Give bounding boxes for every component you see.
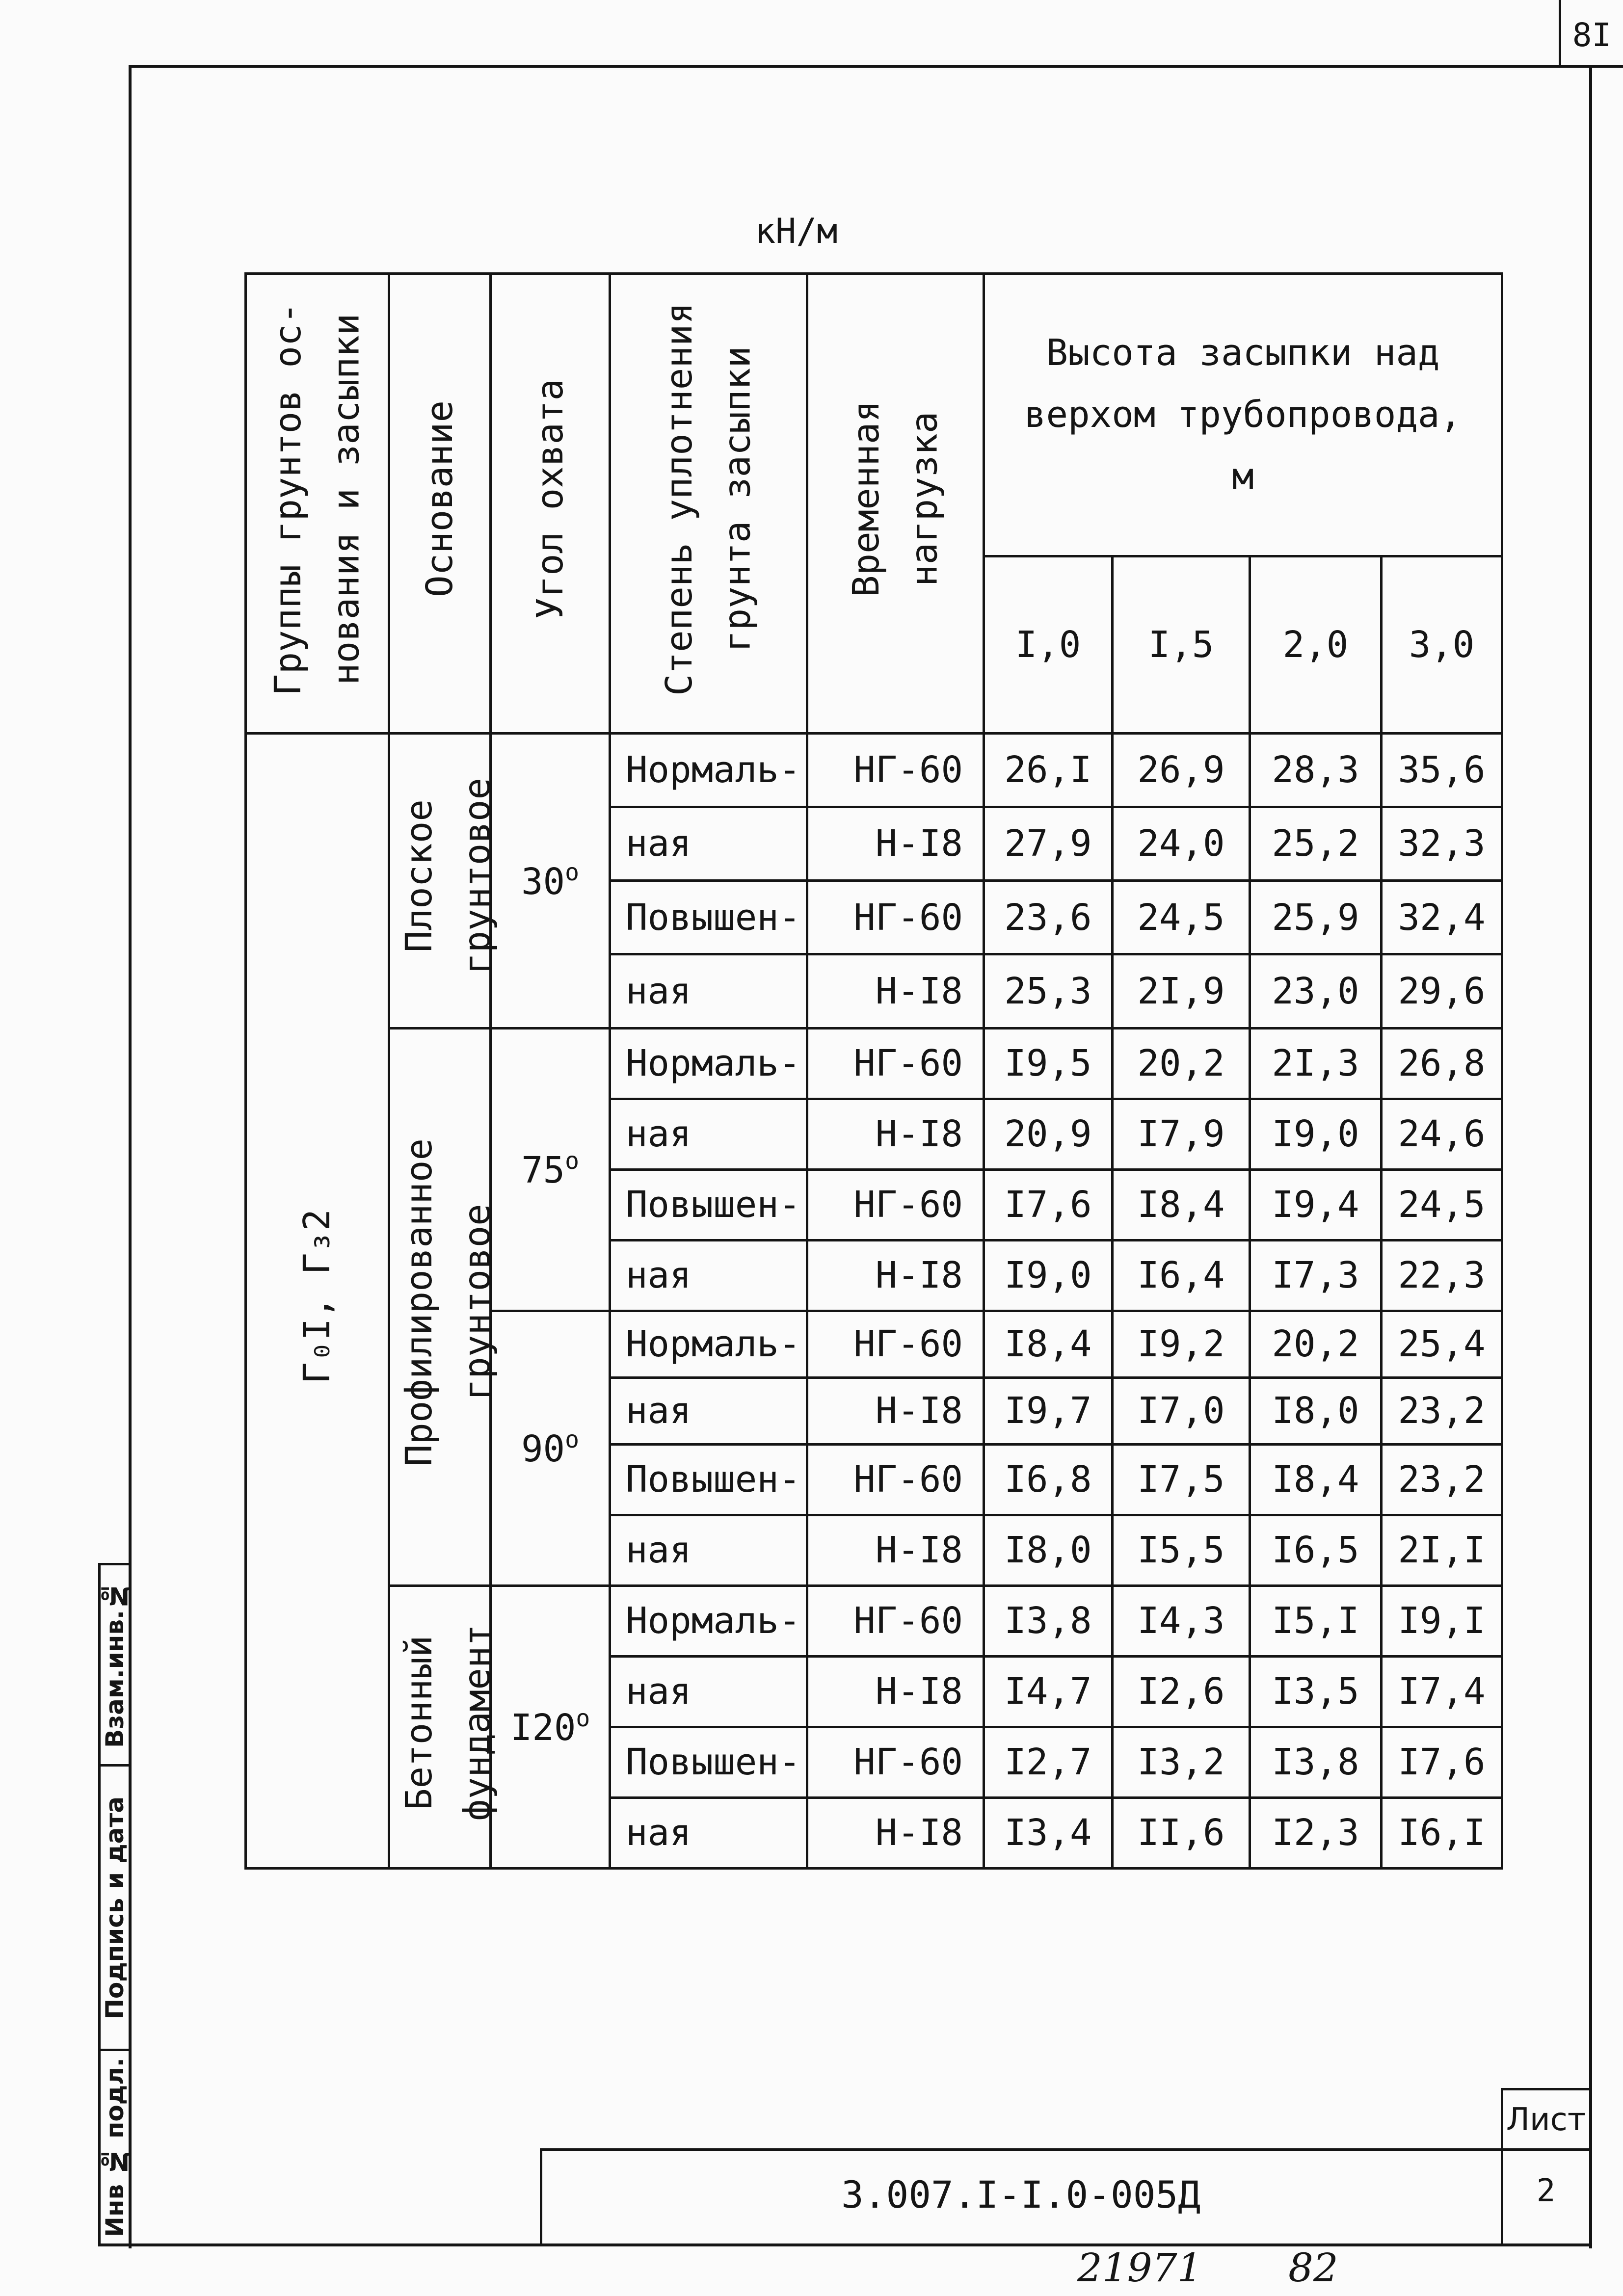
value-cell: 29,6 (1382, 954, 1502, 1028)
compaction-cell: Повышен- (610, 1727, 807, 1797)
value-cell: 25,4 (1382, 1311, 1502, 1377)
value-cell: 27,9 (984, 807, 1113, 880)
value-cell: 26,9 (1113, 733, 1250, 807)
sheet-number: 2 (1536, 2173, 1556, 2209)
value-cell: I2,6 (1113, 1656, 1250, 1727)
value-cell: I3,8 (1250, 1727, 1382, 1797)
load-table (244, 272, 1503, 1870)
value-cell: 20,9 (984, 1099, 1113, 1169)
value-cell: 32,3 (1382, 807, 1502, 880)
value-cell: 2I,I (1382, 1515, 1502, 1585)
value-cell: 25,3 (984, 954, 1113, 1028)
compaction-cell: ная (610, 954, 807, 1028)
base-cell: Бетонный фундамент (389, 1585, 491, 1868)
value-cell: I9,0 (1250, 1099, 1382, 1169)
value-cell: I8,4 (1250, 1444, 1382, 1515)
compaction-cell: Нормаль- (610, 1311, 807, 1377)
value-cell: 28,3 (1250, 733, 1382, 807)
value-cell: I2,7 (984, 1727, 1113, 1797)
value-cell: I6,5 (1250, 1515, 1382, 1585)
value-cell: I2,3 (1250, 1797, 1382, 1868)
compaction-cell: Повышен- (610, 1169, 807, 1240)
value-cell: I6,4 (1113, 1240, 1250, 1311)
value-cell: 25,2 (1250, 807, 1382, 880)
height-col: 2,0 (1250, 556, 1382, 733)
value-cell: I7,6 (1382, 1727, 1502, 1797)
value-cell: 23,2 (1382, 1444, 1502, 1515)
unit-label: кН/м (755, 211, 838, 251)
value-cell: I3,5 (1250, 1656, 1382, 1727)
value-cell: I7,4 (1382, 1656, 1502, 1727)
value-cell: I9,0 (984, 1240, 1113, 1311)
load-cell: НГ-60 (807, 1727, 984, 1797)
value-cell: I5,I (1250, 1585, 1382, 1656)
value-cell: 23,0 (1250, 954, 1382, 1028)
base-cell: Плоское грунтовое (389, 733, 491, 1028)
load-cell: НГ-60 (807, 1585, 984, 1656)
value-cell: 32,4 (1382, 881, 1502, 954)
value-cell: 2I,9 (1113, 954, 1250, 1028)
header-soil-groups: Группы грунтов ос- нования и засыпки (246, 274, 389, 734)
value-cell: I9,2 (1113, 1311, 1250, 1377)
table-row (246, 1028, 1502, 1099)
value-cell: I6,8 (984, 1444, 1113, 1515)
compaction-cell: ная (610, 807, 807, 880)
value-cell: I6,I (1382, 1797, 1502, 1868)
compaction-cell: Нормаль- (610, 1028, 807, 1099)
page-number: 8I (1572, 16, 1612, 54)
compaction-cell: ная (610, 1377, 807, 1444)
frame-right (1589, 65, 1592, 2248)
value-cell: I7,6 (984, 1169, 1113, 1240)
header-compaction: Степень уплотнения грунта засыпки (610, 274, 807, 734)
angle-cell (491, 1585, 610, 1868)
value-cell: 24,6 (1382, 1099, 1502, 1169)
base-cell: Профилированное грунтовое (389, 1028, 491, 1585)
degree-mark: o (576, 1705, 590, 1733)
value-cell: 2I,3 (1250, 1028, 1382, 1099)
value-cell: I8,0 (984, 1515, 1113, 1585)
value-cell: I9,4 (1250, 1169, 1382, 1240)
value-cell: 24,5 (1113, 881, 1250, 954)
compaction-cell: ная (610, 1656, 807, 1727)
value-cell: I7,3 (1250, 1240, 1382, 1311)
value-cell: 24,0 (1113, 807, 1250, 880)
value-cell: I4,3 (1113, 1585, 1250, 1656)
stamp-inventory-number: Инв № подл. (101, 2058, 129, 2237)
load-cell: НГ-60 (807, 733, 984, 807)
load-cell: Н-I8 (807, 1240, 984, 1311)
frame-top (129, 65, 1623, 68)
compaction-cell: Нормаль- (610, 733, 807, 807)
compaction-cell: Повышен- (610, 1444, 807, 1515)
value-cell: 26,I (984, 733, 1113, 807)
header-temporary-load: Временная нагрузка (807, 274, 984, 734)
value-cell: I9,5 (984, 1028, 1113, 1099)
group-label: Г₀I, Г₃2 (296, 1209, 339, 1384)
angle-cell (491, 733, 610, 1028)
load-cell: Н-I8 (807, 1377, 984, 1444)
height-col: 3,0 (1382, 556, 1502, 733)
angle-cell (491, 1311, 610, 1585)
compaction-cell: ная (610, 1240, 807, 1311)
compaction-cell: Повышен- (610, 881, 807, 954)
compaction-cell: ная (610, 1797, 807, 1868)
angle-value: I20 (510, 1707, 576, 1749)
degree-mark: o (565, 858, 579, 886)
load-cell: Н-I8 (807, 1797, 984, 1868)
value-cell: I8,4 (984, 1311, 1113, 1377)
value-cell: I3,8 (984, 1585, 1113, 1656)
value-cell: 20,2 (1250, 1311, 1382, 1377)
value-cell: II,6 (1113, 1797, 1250, 1868)
value-cell: 35,6 (1382, 733, 1502, 807)
degree-mark: o (565, 1426, 579, 1454)
height-col: I,0 (984, 556, 1113, 733)
value-cell: 22,3 (1382, 1240, 1502, 1311)
value-cell: I7,9 (1113, 1099, 1250, 1169)
compaction-cell: ная (610, 1515, 807, 1585)
value-cell: I7,5 (1113, 1444, 1250, 1515)
frame-bottom (98, 2243, 1592, 2246)
table-row (246, 733, 1502, 807)
load-cell: НГ-60 (807, 1444, 984, 1515)
value-cell: I9,I (1382, 1585, 1502, 1656)
value-cell: I3,2 (1113, 1727, 1250, 1797)
angle-value: 30 (521, 860, 565, 903)
value-cell: 23,6 (984, 881, 1113, 954)
value-cell: I5,5 (1113, 1515, 1250, 1585)
value-cell: I7,0 (1113, 1377, 1250, 1444)
value-cell: I4,7 (984, 1656, 1113, 1727)
compaction-cell: ная (610, 1099, 807, 1169)
value-cell: 24,5 (1382, 1169, 1502, 1240)
load-cell: Н-I8 (807, 1515, 984, 1585)
value-cell: I8,0 (1250, 1377, 1382, 1444)
load-cell: Н-I8 (807, 1099, 984, 1169)
value-cell: 26,8 (1382, 1028, 1502, 1099)
angle-cell (491, 1028, 610, 1311)
header-angle: Угол охвата (491, 274, 610, 734)
value-cell: I8,4 (1113, 1169, 1250, 1240)
stamp-replacement-number: Взам.инв.№ (101, 1582, 129, 1748)
value-cell: 23,2 (1382, 1377, 1502, 1444)
value-cell: I9,7 (984, 1377, 1113, 1444)
document-code: 3.007.I-I.0-005Д (841, 2172, 1201, 2217)
height-col: I,5 (1113, 556, 1250, 733)
header-backfill-height: Высота засыпки над верхом трубопровода, м (984, 274, 1502, 556)
angle-value: 90 (521, 1428, 565, 1471)
stamp-signature-date: Подпись и дата (101, 1796, 129, 2019)
handwritten-archive-number: 21971 (1077, 2245, 1202, 2291)
load-cell: Н-I8 (807, 807, 984, 880)
value-cell: 20,2 (1113, 1028, 1250, 1099)
handwritten-year: 82 (1288, 2245, 1338, 2291)
load-cell: НГ-60 (807, 1028, 984, 1099)
load-cell: НГ-60 (807, 1311, 984, 1377)
header-base: Основание (389, 274, 491, 734)
table-row (246, 1585, 1502, 1656)
compaction-cell: Нормаль- (610, 1585, 807, 1656)
load-cell: Н-I8 (807, 954, 984, 1028)
sheet-label: Лист (1506, 2102, 1586, 2138)
group-label-cell (246, 733, 389, 1869)
degree-mark: o (565, 1147, 579, 1175)
value-cell: 25,9 (1250, 881, 1382, 954)
load-cell: Н-I8 (807, 1656, 984, 1727)
load-cell: НГ-60 (807, 881, 984, 954)
angle-value: 75 (521, 1149, 565, 1192)
value-cell: I3,4 (984, 1797, 1113, 1868)
load-cell: НГ-60 (807, 1169, 984, 1240)
